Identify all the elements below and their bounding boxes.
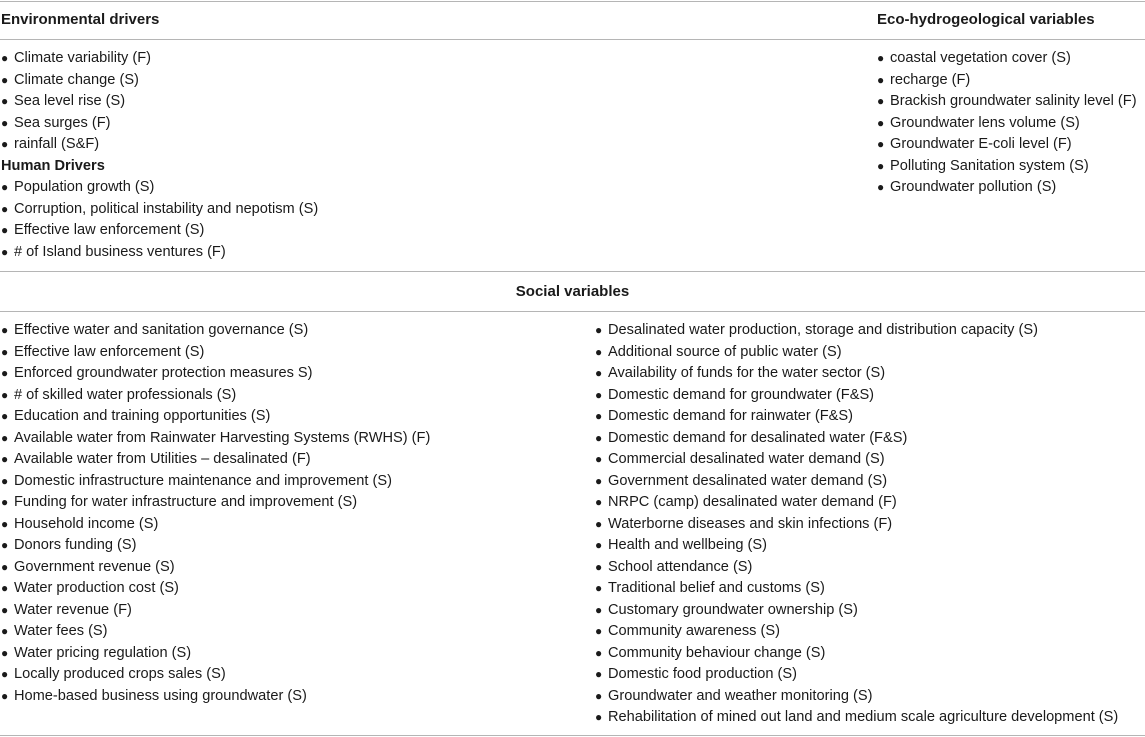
list-item: ● Polluting Sanitation system (S): [877, 156, 1137, 178]
bullet-icon: ●: [595, 645, 603, 660]
header-rule: [0, 39, 1145, 40]
bullet-icon: ●: [877, 51, 885, 65]
bullet-icon: ●: [1, 223, 9, 237]
bullet-icon: ●: [1, 430, 9, 445]
bullet-icon: ●: [1, 244, 9, 259]
eco-hydrogeological-list: [877, 48, 1137, 199]
bullet-icon: ●: [595, 473, 603, 488]
list-item: ● Waterborne diseases and skin infections (F): [595, 514, 1118, 536]
list-item: ● Availability of funds for the water sector (S): [595, 363, 1118, 385]
list-item: ● Domestic demand for desalinated water (F&S): [595, 428, 1118, 450]
list-item: ● Water production cost (S): [1, 578, 430, 600]
bullet-icon: ●: [1, 688, 9, 703]
list-item: ● Groundwater E-coli level (F): [877, 134, 1137, 156]
bullet-icon: ●: [1, 667, 9, 681]
environmental-drivers-list: [1, 48, 318, 263]
bullet-icon: ●: [1, 366, 9, 380]
bullet-icon: ●: [877, 94, 885, 108]
list-item: ● Donors funding (S): [1, 535, 430, 557]
list-item: ● Groundwater lens volume (S): [877, 113, 1137, 135]
bullet-icon: ●: [595, 538, 603, 552]
list-item: ● Brackish groundwater salinity level (F): [877, 91, 1137, 113]
list-item: ● Additional source of public water (S): [595, 342, 1118, 364]
list-item: ● Traditional belief and customs (S): [595, 578, 1118, 600]
bullet-icon: ●: [1, 581, 9, 595]
bullet-icon: ●: [1, 645, 9, 660]
list-item: ● Domestic demand for groundwater (F&S): [595, 385, 1118, 407]
list-item: ● Available water from Rainwater Harvesting Systems (RWHS) (F): [1, 428, 430, 450]
list-item: ● rainfall (S&F): [1, 134, 318, 156]
bullet-icon: ●: [595, 559, 603, 574]
list-item: ● Effective law enforcement (S): [1, 342, 430, 364]
social-variables-left-list: [1, 320, 430, 707]
bullet-icon: ●: [1, 495, 9, 509]
list-item: ● Community awareness (S): [595, 621, 1118, 643]
list-item: ● Water pricing regulation (S): [1, 643, 430, 665]
bullet-icon: ●: [595, 366, 603, 380]
list-item: ● NRPC (camp) desalinated water demand (F): [595, 492, 1118, 514]
section-rule: [0, 271, 1145, 272]
social-variables-heading: Social variables: [515, 283, 630, 300]
list-item: ● Climate variability (F): [1, 48, 318, 70]
bullet-icon: ●: [595, 409, 603, 423]
bullet-icon: ●: [595, 323, 603, 337]
bullet-icon: ●: [1, 409, 9, 423]
bullet-icon: ●: [1, 344, 9, 359]
bullet-icon: ●: [595, 344, 603, 359]
list-item: ● Population growth (S): [1, 177, 318, 199]
list-item: ● Domestic infrastructure maintenance and improvement (S): [1, 471, 430, 493]
list-item: ● Sea surges (F): [1, 113, 318, 135]
bullet-icon: ●: [877, 180, 885, 194]
list-item: ● Commercial desalinated water demand (S): [595, 449, 1118, 471]
bullet-icon: ●: [1, 452, 9, 466]
eco-hydrogeological-heading: Eco-hydrogeological variables: [877, 11, 1095, 28]
bullet-icon: ●: [1, 473, 9, 488]
bullet-icon: ●: [595, 667, 603, 681]
bullet-icon: ●: [1, 201, 9, 216]
list-item: ● recharge (F): [877, 70, 1137, 92]
list-item: ● coastal vegetation cover (S): [877, 48, 1137, 70]
list-item: ● School attendance (S): [595, 557, 1118, 579]
list-item: ● Climate change (S): [1, 70, 318, 92]
environmental-drivers-heading: Environmental drivers: [1, 11, 160, 28]
bullet-icon: ●: [1, 559, 9, 574]
bullet-icon: ●: [1, 624, 9, 638]
list-item: ● Health and wellbeing (S): [595, 535, 1118, 557]
bullet-icon: ●: [595, 688, 603, 703]
list-item: ● Enforced groundwater protection measures S): [1, 363, 430, 385]
bullet-icon: ●: [1, 137, 9, 151]
list-item: ● Water fees (S): [1, 621, 430, 643]
list-item: ● Corruption, political instability and nepotism (S): [1, 199, 318, 221]
list-item: ● Household income (S): [1, 514, 430, 536]
top-rule: [0, 1, 1145, 2]
bullet-icon: ●: [1, 516, 9, 531]
bullet-icon: ●: [1, 387, 9, 402]
list-item: ● # of skilled water professionals (S): [1, 385, 430, 407]
bullet-icon: ●: [1, 538, 9, 552]
bullet-icon: ●: [1, 51, 9, 65]
list-item: ● Effective law enforcement (S): [1, 220, 318, 242]
list-item: ● Desalinated water production, storage and distribution capacity (S): [595, 320, 1118, 342]
social-header-rule: [0, 311, 1145, 312]
bullet-icon: ●: [595, 452, 603, 466]
list-item: ● Government revenue (S): [1, 557, 430, 579]
list-item: ● Groundwater pollution (S): [877, 177, 1137, 199]
list-item: ● Effective water and sanitation governance (S): [1, 320, 430, 342]
list-item: ● # of Island business ventures (F): [1, 242, 318, 264]
human-drivers-heading: Human Drivers: [1, 157, 105, 174]
list-item: ● Available water from Utilities – desalinated (F): [1, 449, 430, 471]
list-item: ● Domestic food production (S): [595, 664, 1118, 686]
bullet-icon: ●: [877, 158, 885, 173]
bullet-icon: ●: [595, 581, 603, 595]
list-item: ● Government desalinated water demand (S): [595, 471, 1118, 493]
social-variables-right-list: [595, 320, 1118, 729]
bullet-icon: ●: [1, 323, 9, 337]
bullet-icon: ●: [595, 710, 603, 724]
bullet-icon: ●: [877, 72, 885, 87]
list-item: ● Water revenue (F): [1, 600, 430, 622]
bullet-icon: ●: [595, 495, 603, 509]
bottom-rule: [0, 735, 1145, 736]
list-item: ● Community behaviour change (S): [595, 643, 1118, 665]
bullet-icon: ●: [1, 602, 9, 617]
bullet-icon: ●: [595, 516, 603, 531]
bullet-icon: ●: [1, 72, 9, 87]
bullet-icon: ●: [877, 115, 885, 130]
list-item: ● Home-based business using groundwater (S): [1, 686, 430, 708]
list-item: ● Education and training opportunities (S): [1, 406, 430, 428]
list-item: ● Groundwater and weather monitoring (S): [595, 686, 1118, 708]
bullet-icon: ●: [1, 115, 9, 130]
bullet-icon: ●: [1, 180, 9, 194]
bullet-icon: ●: [877, 137, 885, 151]
list-item: ● Domestic demand for rainwater (F&S): [595, 406, 1118, 428]
list-item: ● Customary groundwater ownership (S): [595, 600, 1118, 622]
list-item: ● Rehabilitation of mined out land and medium scale agriculture development (S): [595, 707, 1118, 729]
bullet-icon: ●: [595, 430, 603, 445]
list-item: ● Sea level rise (S): [1, 91, 318, 113]
bullet-icon: ●: [595, 387, 603, 402]
bullet-icon: ●: [595, 602, 603, 617]
list-item: ● Locally produced crops sales (S): [1, 664, 430, 686]
bullet-icon: ●: [595, 624, 603, 638]
bullet-icon: ●: [1, 94, 9, 108]
list-item: ● Funding for water infrastructure and improvement (S): [1, 492, 430, 514]
